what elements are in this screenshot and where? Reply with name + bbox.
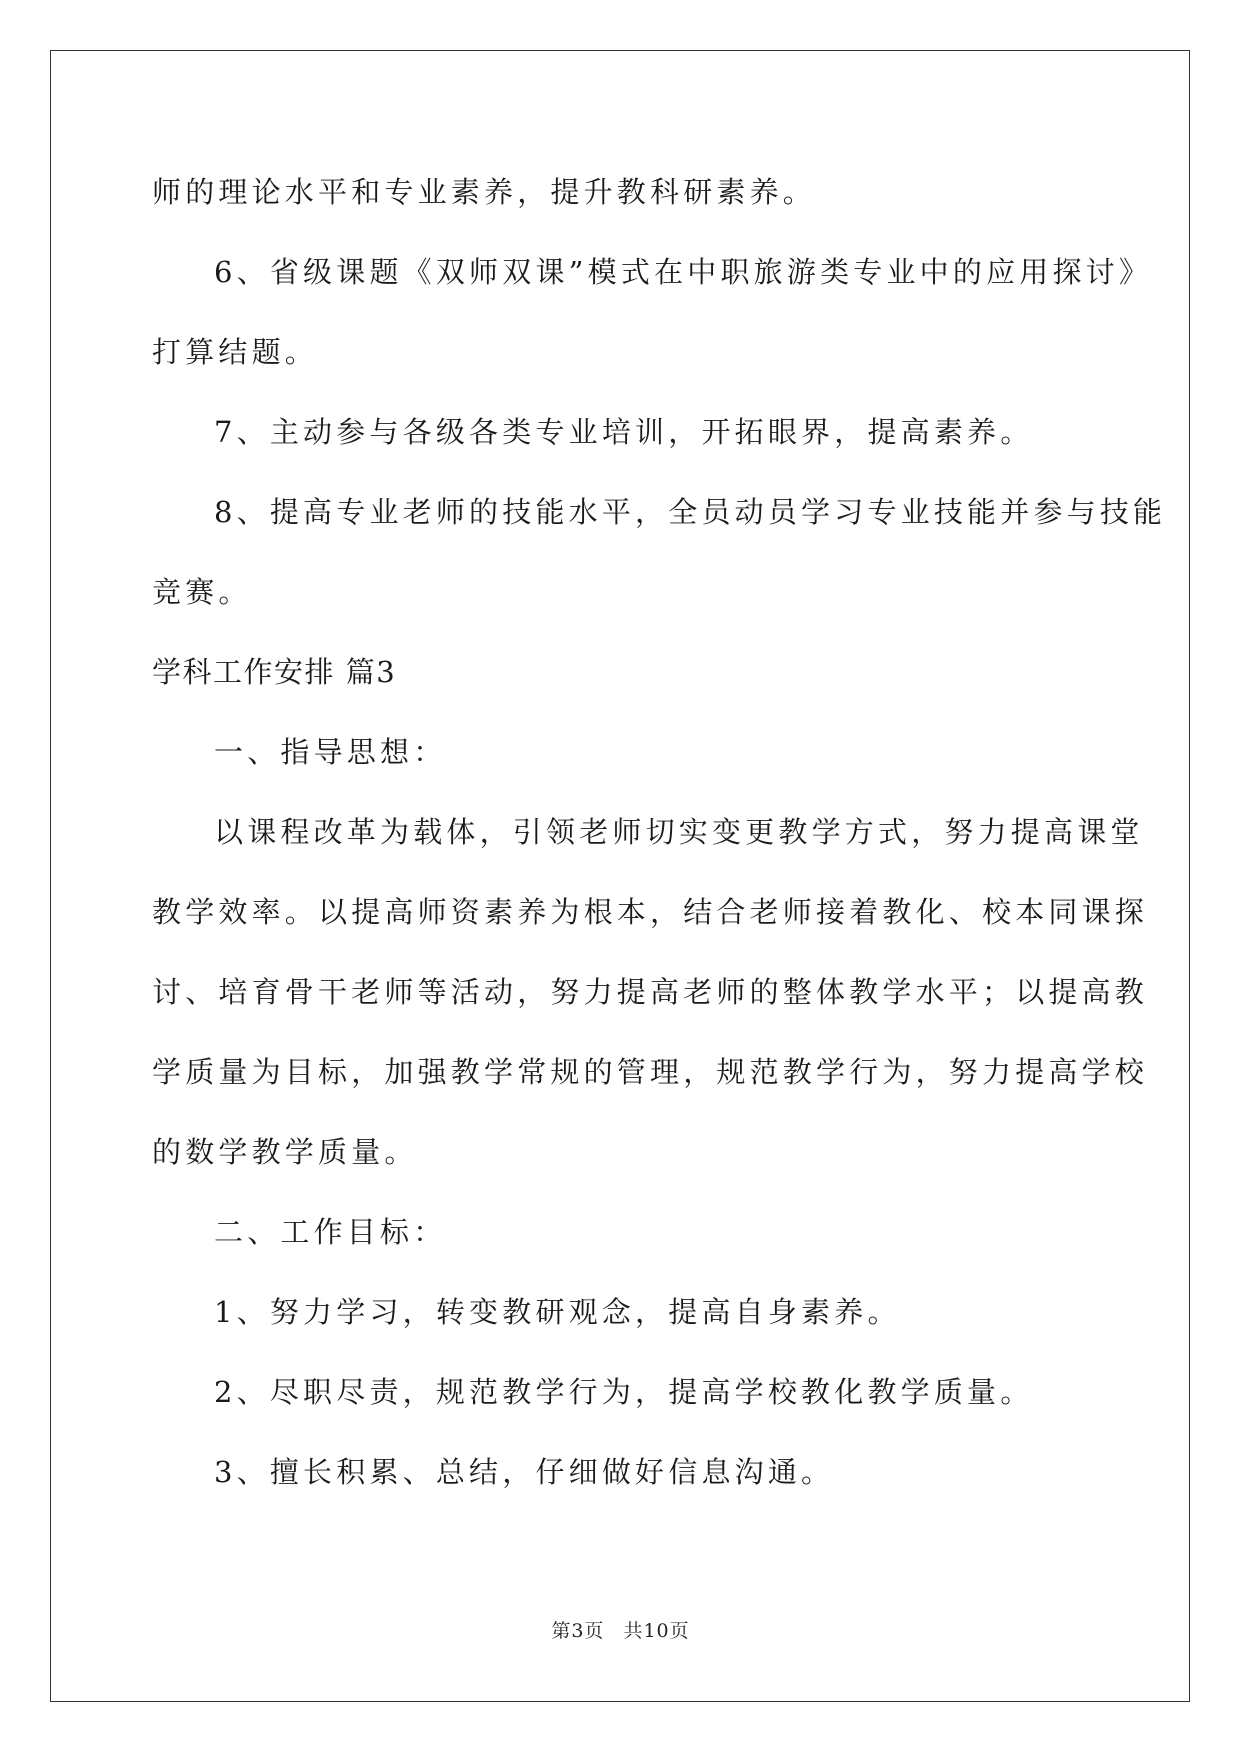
page-number: 第3页: [551, 1620, 605, 1642]
paragraph-line: 2、尽职尽责，规范教学行为，提高学校教化教学质量。: [214, 1375, 1034, 1409]
paragraph-line: 学质量为目标，加强教学常规的管理，规范教学行为，努力提高学校: [152, 1055, 1149, 1089]
page-footer: [0, 1616, 1241, 1643]
paragraph-line: 师的理论水平和专业素养，提升教科研素养。: [152, 175, 817, 209]
paragraph-line: 7、主动参与各级各类专业培训，开拓眼界，提高素养。: [214, 415, 1034, 449]
paragraph-line: 一、指导思想：: [214, 735, 447, 769]
paragraph-line: 二、工作目标：: [214, 1215, 447, 1249]
paragraph-line: 讨、培育骨干老师等活动，努力提高老师的整体教学水平；以提高教: [152, 975, 1149, 1009]
paragraph-line: 竞赛。: [152, 575, 252, 609]
paragraph-line: 1、努力学习，转变教研观念，提高自身素养。: [214, 1295, 901, 1329]
paragraph-line: 教学效率。以提高师资素养为根本，结合老师接着教化、校本同课探: [152, 895, 1149, 929]
paragraph-line: 6、省级课题《双师双课”模式在中职旅游类专业中的应用探讨》: [214, 255, 1153, 289]
page-total: 共10页: [623, 1620, 690, 1642]
paragraph-line: 3、擅长积累、总结，仔细做好信息沟通。: [214, 1455, 835, 1489]
section-heading: 学科工作安排 篇3: [152, 655, 397, 689]
paragraph-line: 打算结题。: [152, 335, 319, 369]
paragraph-line: 以课程改革为载体，引领老师切实变更教学方式，努力提高课堂: [214, 815, 1144, 849]
paragraph-line: 8、提高专业老师的技能水平，全员动员学习专业技能并参与技能: [214, 495, 1167, 529]
paragraph-line: 的数学教学质量。: [152, 1135, 418, 1169]
